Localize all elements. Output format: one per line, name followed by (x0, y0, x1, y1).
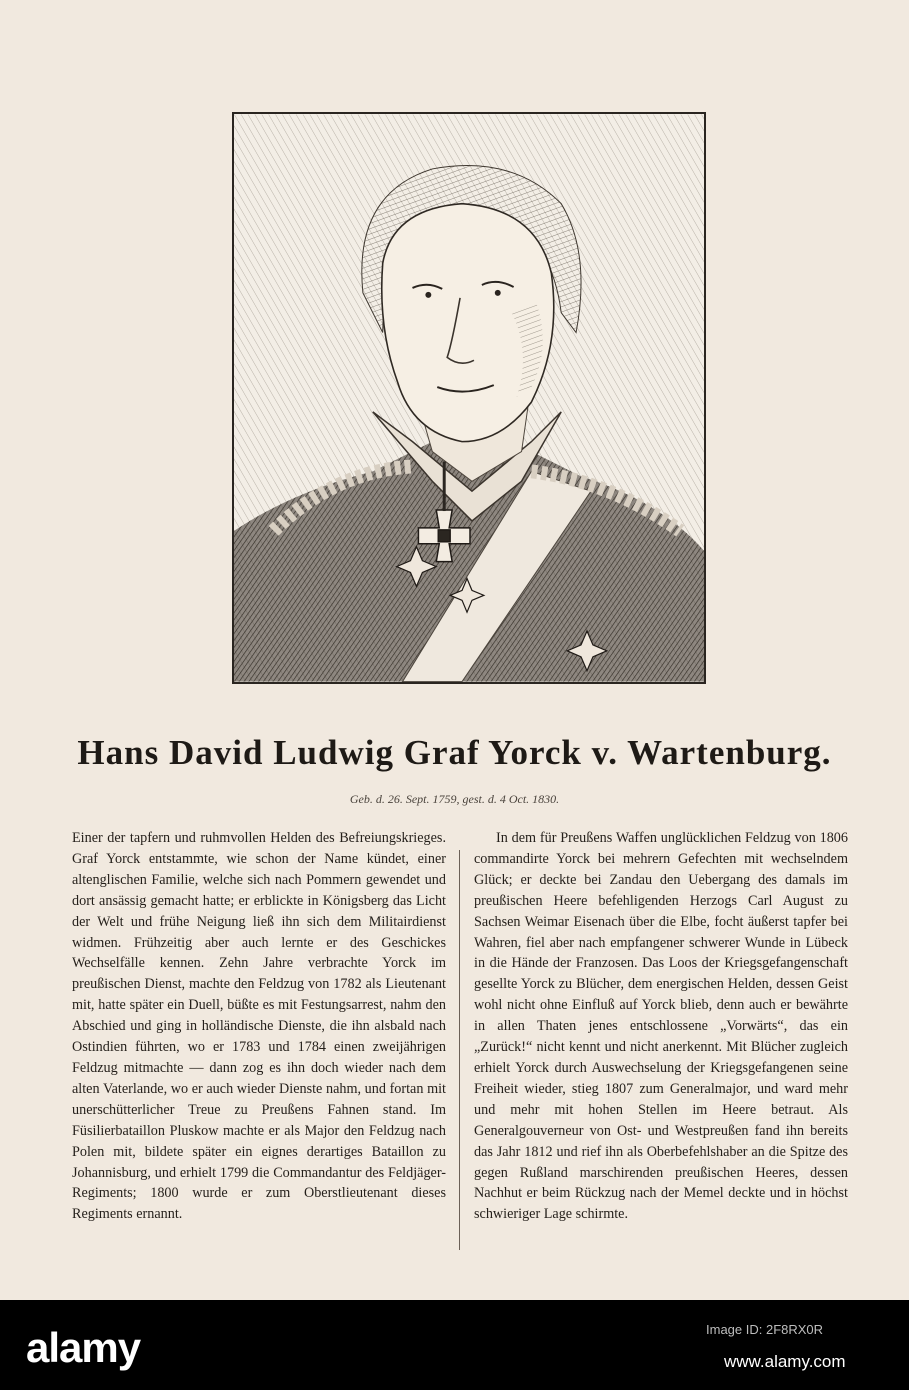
birth-death-dates: Geb. d. 26. Sept. 1759, gest. d. 4 Oct. 1830. (349, 792, 560, 806)
portrait-engraving (232, 112, 706, 684)
paragraph-right: In dem für Preußens Waffen unglücklichen Feldzug von 1806 commandirte Yorck bei mehrern Gefechten mit wechselndem Glück; er deckte bei Zandau den Uebergang des damals im preußischen Heere befehligenden Herzogs Carl August zu Sachsen Weimar Eisenach über die Elbe, focht äußerst tapfer bei Wahren, fiel aber nach empfangener schwerer Wunde in Lübeck in die Hände der Franzosen. Das Loos der Kriegsgefangenschaft gesellte Yorck zu Blücher, dem energischen Helden, dessen Geist wohl nicht ohne Einfluß auf Yorck blieb, denn auch er bewährte in allen Thaten jenes entschlossene „Vorwärts“, das ein „Zurück!“ nicht kennt und nicht anerkennt. Mit Blücher zugleich erhielt Yorck durch Auswechselung der Kriegsgefangenen seine Freiheit wieder, stieg 1807 zum Generalmajor, und ward mehr und mehr mit hohen Stellen im Heere betraut. Als Generalgouverneur von Ost- und Westpreußen fand ihn bereits das Jahr 1812 und rief ihn als Oberbefehlshaber an die Spitze des gegen Rußland marschirenden preußischen Heeres, dessen Nachhut er beim Rückzug nach der Memel deckte und in höchst schwieriger Lage schirmte. (474, 830, 848, 1223)
column-divider (459, 850, 460, 1250)
text-column-left (72, 828, 446, 1225)
portrait-illustration (234, 114, 704, 682)
image-id: Image ID: 2F8RX0R (706, 1322, 824, 1337)
brand-logo: alamy (26, 1324, 141, 1371)
article-title: Hans David Ludwig Graf Yorck v. Wartenburg. (77, 733, 832, 772)
paragraph-left: Einer der tapfern und ruhmvollen Helden des Befreiungskrieges. Graf Yorck entstammte, wie schon der Name kündet, einer altenglischen Familie, welche sich nach Pommern gewendet und dort ansässig gemacht hatte; er erblickte in Königsberg das Licht der Welt und frühe Neigung ließ ihn sich dem Militairdienst widmen. Frühzeitig aber auch lernte er des Geschickes Wechselfälle kennen. Zehn Jahre verbrachte Yorck im preußischen Dienst, machte den Feldzug von 1782 als Lieutenant mit, hatte später ein Duell, büßte es mit Festungsarrest, nahm den Abschied und ging in holländische Dienste, die ihn alsbald nach Ostindien führten, wo er 1783 und 1784 einen zweijährigen Feldzug mitmachte — dann zog es ihn doch wieder nach dem alten Vaterlande, wo er auch wieder Dienste nahm, und fortan mit unerschütterlicher Treue zu Preußens Fahnen stand. Im Füsilierbataillon Pluskow machte er als Major den Feldzug nach Polen mit, bildete später ein eignes derartiges Bataillon zu Johannisburg, und erhielt 1799 die Commandantur des Feldjäger-Regiments; 1800 wurde er zum Oberstlieutenant dieses Regiments ernannt. (72, 830, 446, 1223)
site-url: www.alamy.com (724, 1352, 846, 1371)
text-column-right (474, 828, 848, 1225)
